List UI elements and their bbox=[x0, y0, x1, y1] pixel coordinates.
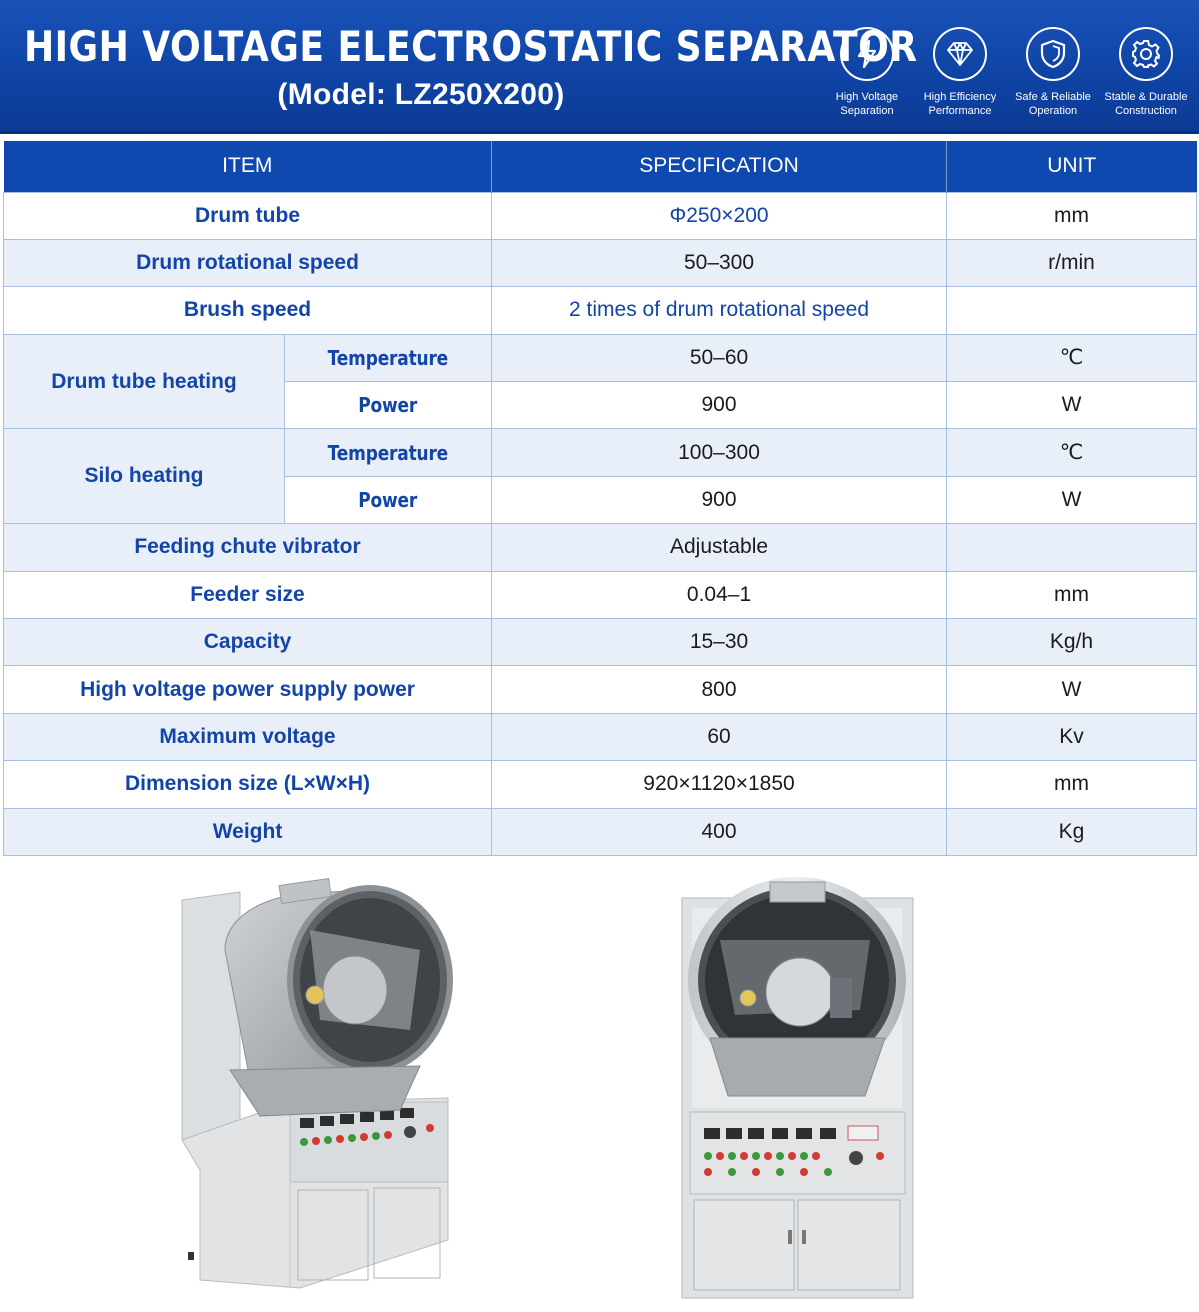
row-sub-label: Temperature bbox=[285, 334, 492, 381]
table-row bbox=[4, 666, 1197, 713]
table-row bbox=[4, 429, 1197, 476]
feature-label-line1: Stable & Durable bbox=[1104, 91, 1188, 103]
row-item: High voltage power supply power bbox=[4, 666, 492, 713]
row-unit: Kg bbox=[947, 808, 1197, 855]
header-item: ITEM bbox=[4, 141, 492, 192]
feature-label-line1: Safe & Reliable bbox=[1015, 91, 1091, 103]
row-spec: 15–30 bbox=[492, 619, 947, 666]
row-unit: ℃ bbox=[947, 429, 1197, 476]
row-spec: 50–60 bbox=[492, 334, 947, 381]
machine-photo-front bbox=[680, 870, 915, 1300]
feature-label-line1: High Efficiency bbox=[923, 91, 997, 103]
table-row bbox=[4, 239, 1197, 286]
row-sub-label: Temperature bbox=[285, 429, 492, 476]
machine-photo-side bbox=[170, 870, 470, 1302]
row-spec: 800 bbox=[492, 666, 947, 713]
row-spec: 60 bbox=[492, 713, 947, 760]
row-item: Capacity bbox=[4, 619, 492, 666]
row-spec: 2 times of drum rotational speed bbox=[492, 287, 947, 334]
row-unit: r/min bbox=[947, 239, 1197, 286]
shield-icon bbox=[1026, 27, 1080, 81]
row-unit: Kg/h bbox=[947, 619, 1197, 666]
table-row bbox=[4, 334, 1197, 381]
row-unit: Kv bbox=[947, 713, 1197, 760]
row-item: Drum rotational speed bbox=[4, 239, 492, 286]
row-item: Drum tube bbox=[4, 192, 492, 239]
row-unit: W bbox=[947, 476, 1197, 523]
row-spec: 400 bbox=[492, 808, 947, 855]
page-title: HIGH VOLTAGE ELECTROSTATIC SEPARATOR bbox=[24, 22, 918, 71]
row-item-group: Drum tube heating bbox=[4, 334, 285, 429]
specification-table bbox=[3, 141, 1197, 856]
row-unit: mm bbox=[947, 192, 1197, 239]
feature-high-efficiency bbox=[913, 24, 1007, 118]
row-spec: 920×1120×1850 bbox=[492, 761, 947, 808]
row-unit: W bbox=[947, 382, 1197, 429]
row-unit: mm bbox=[947, 761, 1197, 808]
row-unit: mm bbox=[947, 571, 1197, 618]
feature-label-line2: Separation bbox=[840, 105, 894, 117]
table-row bbox=[4, 619, 1197, 666]
row-spec: 900 bbox=[492, 476, 947, 523]
gear-icon bbox=[1119, 27, 1173, 81]
row-item: Maximum voltage bbox=[4, 713, 492, 760]
diamond-icon bbox=[933, 27, 987, 81]
header-unit: UNIT bbox=[947, 141, 1197, 192]
lightning-icon bbox=[840, 27, 894, 81]
feature-label-line1: High Voltage bbox=[835, 91, 899, 103]
row-item-group: Silo heating bbox=[4, 429, 285, 524]
row-sub-label: Power bbox=[285, 476, 492, 523]
table-row bbox=[4, 192, 1197, 239]
feature-label-line2: Construction bbox=[1115, 105, 1177, 117]
row-unit: W bbox=[947, 666, 1197, 713]
row-spec: 50–300 bbox=[492, 239, 947, 286]
table-row bbox=[4, 713, 1197, 760]
table-header-row bbox=[4, 141, 1197, 192]
row-sub-label: Power bbox=[285, 382, 492, 429]
feature-label-line2: Performance bbox=[928, 105, 992, 117]
row-spec: 900 bbox=[492, 382, 947, 429]
table-row bbox=[4, 524, 1197, 571]
table-row bbox=[4, 571, 1197, 618]
feature-badges bbox=[820, 24, 1199, 124]
table-row bbox=[4, 808, 1197, 855]
row-item: Feeding chute vibrator bbox=[4, 524, 492, 571]
table-row bbox=[4, 287, 1197, 334]
table-row bbox=[4, 761, 1197, 808]
machine-photos bbox=[0, 858, 1199, 1312]
row-item: Brush speed bbox=[4, 287, 492, 334]
row-unit bbox=[947, 524, 1197, 571]
model-subtitle: (Model: LZ250X200) bbox=[277, 78, 565, 111]
row-item: Feeder size bbox=[4, 571, 492, 618]
row-unit: ℃ bbox=[947, 334, 1197, 381]
feature-safe-reliable bbox=[1006, 24, 1100, 118]
row-spec: Φ250×200 bbox=[492, 192, 947, 239]
row-item: Weight bbox=[4, 808, 492, 855]
header-specification: SPECIFICATION bbox=[492, 141, 947, 192]
header-banner bbox=[0, 0, 1199, 134]
row-spec: 100–300 bbox=[492, 429, 947, 476]
feature-label-line2: Operation bbox=[1028, 105, 1078, 117]
feature-stable-durable bbox=[1099, 24, 1193, 118]
row-item: Dimension size (L×W×H) bbox=[4, 761, 492, 808]
feature-high-voltage bbox=[820, 24, 914, 118]
row-spec: Adjustable bbox=[492, 524, 947, 571]
row-spec: 0.04–1 bbox=[492, 571, 947, 618]
row-unit bbox=[947, 287, 1197, 334]
